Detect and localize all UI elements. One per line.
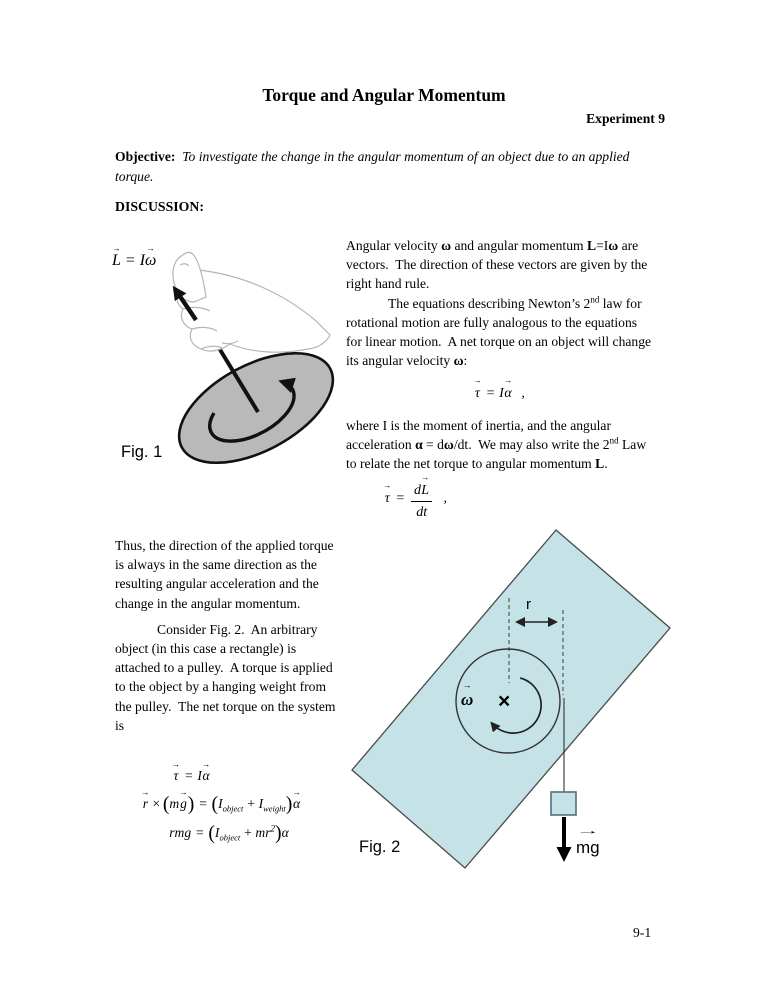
vector-arrow-icon: →	[146, 243, 155, 253]
vector-L: → L	[420, 472, 430, 499]
plus-sign: +	[243, 825, 253, 840]
vector-mg: → mg	[576, 830, 600, 858]
rmg-term: rmg	[169, 825, 192, 840]
moment-of-inertia-symbol: I	[499, 386, 504, 402]
page-number: 9-1	[633, 925, 652, 940]
vector-tau: → τ	[473, 375, 482, 402]
mg-vector-label	[575, 826, 600, 858]
experiment-number: Experiment 9	[586, 111, 665, 126]
vector-L: → L	[112, 243, 121, 269]
equals-sign: =	[198, 796, 208, 811]
omega-vector-label	[461, 680, 474, 710]
vector-arrow-icon: →	[462, 680, 472, 690]
rotated-rectangle-object	[352, 530, 670, 868]
fraction-numerator: d → L	[411, 475, 433, 502]
equation-rmg	[123, 822, 335, 845]
vector-arrow-icon: →	[179, 787, 188, 797]
fraction-dL-dt	[411, 472, 433, 522]
vector-arrow-icon: →	[112, 243, 121, 253]
equals-sign: =	[395, 491, 405, 507]
equation-r-cross-mg: → r × (m → g ) = $(I_{object} + I_{weight})$ → α	[141, 787, 301, 815]
plus-sign: +	[246, 796, 256, 811]
vector-r: → r	[141, 787, 150, 811]
vector-arrow-icon: →	[503, 375, 513, 386]
objective-paragraph: Objective: To investigate the change in the angular momentum of an object due to an applied torque.	[115, 149, 633, 184]
vector-tau: → τ	[171, 759, 181, 783]
equation-torque-I-alpha-2	[85, 759, 297, 784]
equals-sign: =	[485, 386, 496, 402]
vector-arrow-icon: →	[420, 472, 430, 483]
vector-arrow-icon: →	[141, 787, 150, 797]
equals-sign: =	[195, 825, 205, 840]
hanging-weight	[551, 792, 576, 815]
right-paren: )	[275, 822, 282, 844]
vector-arrow-icon: →	[473, 375, 482, 386]
moment-of-inertia-symbol: I	[139, 252, 146, 269]
paragraph-newtons-2nd-law: The equations describing Newton’s 2nd law for rotational motion are fully analogous to the equations for linear motion. A net torque on an object will change its angular velocity ω:	[346, 294, 655, 369]
equals-sign: =	[184, 768, 194, 783]
mr-term: mr	[255, 825, 271, 840]
superscript-2: 2	[270, 823, 276, 834]
vector-omega: → ω	[145, 243, 157, 269]
paragraph-consider-fig2: Consider Fig. 2. An arbitrary object (in this case a rectangle) is attached to a pulley. A torque is applied to the object by a hanging weight from the pulley. The net torque on the system is	[115, 621, 339, 733]
vector-arrow-icon: →	[201, 759, 211, 769]
subscript-weight: weight	[263, 803, 286, 814]
vector-g: → g	[179, 787, 188, 811]
comma: ,	[443, 491, 447, 507]
moment-of-inertia-symbol: I	[214, 825, 220, 840]
paragraph-angular-velocity: Angular velocity ω and angular momentum L=Iω are vectors. The direction of these vectors are given by the right hand rule.	[346, 238, 651, 292]
left-paren: (	[211, 793, 219, 815]
radius-label: r	[526, 596, 531, 613]
fig2-caption: Fig. 2	[359, 838, 401, 856]
left-paren: (	[162, 793, 170, 815]
paragraph-torque-direction: Thus, the direction of the applied torque is always in the same direction as the resulting angular acceleration and the change in the angular momentum.	[115, 538, 337, 611]
right-column	[346, 236, 655, 523]
vector-arrow-icon: →	[575, 826, 600, 837]
comma: ,	[521, 386, 525, 402]
fig1-right-hand-rule-drawing	[110, 245, 348, 467]
moment-of-inertia-symbol: I	[258, 796, 264, 811]
equation-torque-dL-dt	[383, 472, 652, 522]
paragraph-moment-of-inertia: where I is the moment of inertia, and the angular acceleration α = dω/dt. We may also write the 2nd Law to relate the net torque to angular momentum L.	[346, 417, 650, 472]
fig2-rectangle-pulley-drawing	[340, 520, 685, 882]
vector-arrow-icon: →	[171, 759, 181, 769]
vector-arrow-icon: →	[383, 480, 392, 491]
right-paren: )	[285, 793, 293, 815]
net-torque-equations	[115, 759, 327, 851]
vector-alpha: → α	[503, 375, 513, 402]
subscript-object: object	[219, 832, 241, 843]
page-title: Torque and Angular Momentum	[262, 85, 506, 105]
into-page-x-icon: ×	[498, 690, 511, 713]
equation-torque-I-alpha	[346, 375, 652, 403]
vector-alpha: → α	[201, 759, 211, 783]
vector-omega: → ω	[461, 680, 474, 709]
discussion-heading: DISCUSSION:	[115, 199, 204, 214]
vector-tau: → τ	[383, 480, 392, 507]
fraction-denominator: dt	[416, 505, 428, 521]
right-paren: )	[187, 793, 195, 815]
equals-sign: =	[124, 252, 136, 269]
left-paren: (	[208, 822, 215, 844]
cross-product-sign: ×	[151, 796, 161, 811]
fig1-caption: Fig. 1	[121, 443, 163, 461]
subscript-object: object	[222, 803, 244, 814]
vector-arrow-icon: →	[292, 787, 301, 797]
moment-of-inertia-symbol: I	[218, 796, 223, 811]
vector-alpha: → α	[292, 787, 301, 811]
moment-of-inertia-symbol: I	[197, 768, 202, 783]
left-column	[115, 536, 341, 735]
right-hand-sketch	[173, 252, 330, 352]
alpha-symbol: α	[281, 825, 289, 840]
